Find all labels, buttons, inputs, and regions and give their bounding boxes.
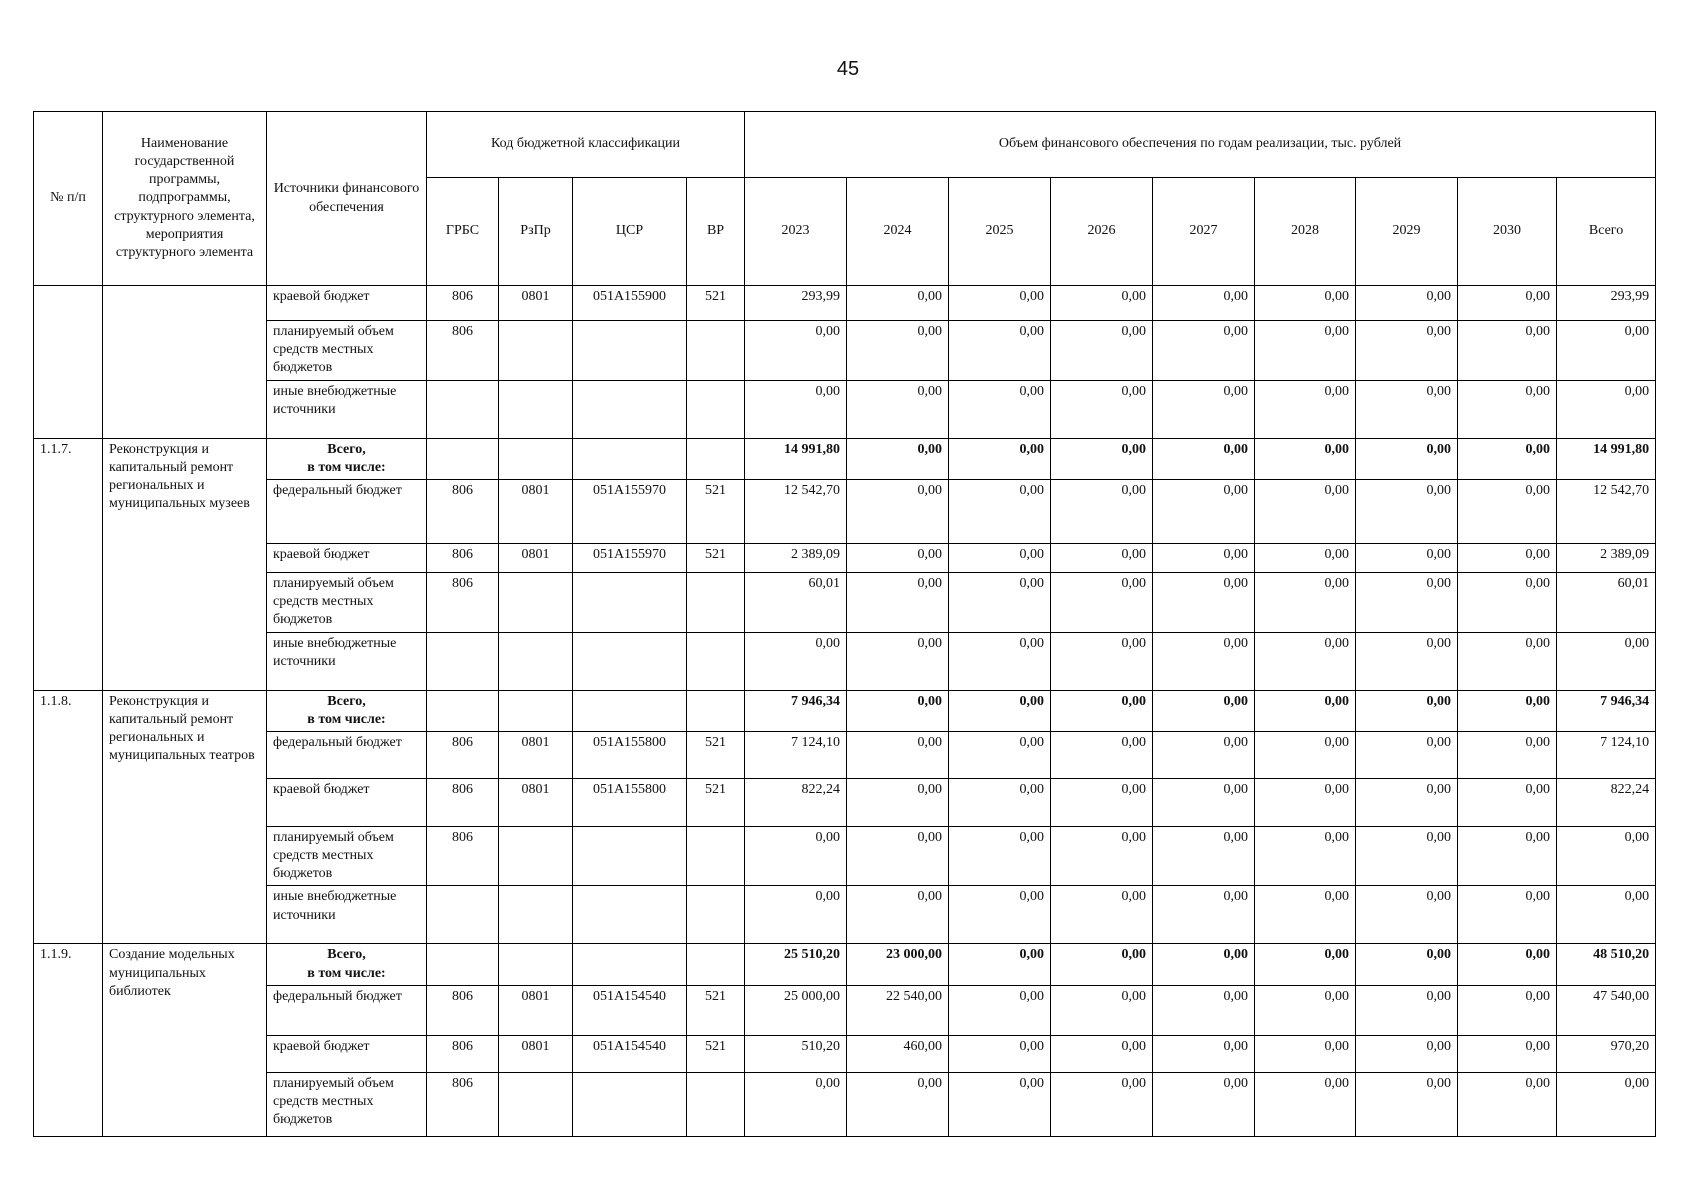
year-value: 0,00 [1255, 731, 1356, 778]
vr-cell: 521 [687, 286, 745, 321]
grbs-cell [427, 632, 499, 690]
rzpr-cell [499, 944, 573, 985]
header-total: Всего [1557, 178, 1656, 286]
year-value: 0,00 [1458, 886, 1557, 944]
year-value: 0,00 [949, 731, 1051, 778]
source-label: федеральный бюджет [267, 985, 427, 1035]
year-value: 0,00 [1051, 572, 1153, 632]
event-name: Реконструкция и капитальный ремонт региональных и муниципальных театров [103, 690, 267, 944]
csr-cell [573, 632, 687, 690]
year-value: 0,00 [1458, 632, 1557, 690]
vr-cell [687, 944, 745, 985]
year-value: 0,00 [847, 479, 949, 543]
csr-cell: 051A155800 [573, 778, 687, 826]
total-value: 7 946,34 [1557, 690, 1656, 731]
year-value: 0,00 [745, 886, 847, 944]
total-label-line1: Всего, [327, 947, 366, 963]
csr-cell [573, 572, 687, 632]
vr-cell [687, 1072, 745, 1136]
year-value: 0,00 [847, 438, 949, 479]
year-value: 0,00 [745, 826, 847, 886]
header-vr: ВР [687, 178, 745, 286]
total-value: 0,00 [1557, 886, 1656, 944]
year-value: 0,00 [1153, 778, 1255, 826]
rzpr-cell [499, 886, 573, 944]
table-row [34, 321, 1656, 381]
source-label: планируемый объем средств местных бюджетов [267, 826, 427, 886]
grbs-cell [427, 690, 499, 731]
table-header [34, 112, 1656, 286]
year-value: 0,00 [847, 572, 949, 632]
csr-cell: 051A155900 [573, 286, 687, 321]
year-value: 0,00 [1356, 985, 1458, 1035]
year-value: 0,00 [1153, 572, 1255, 632]
page-number: 45 [836, 58, 860, 80]
year-value: 12 542,70 [745, 479, 847, 543]
total-label-line2: в том числе: [307, 965, 386, 981]
rzpr-cell: 0801 [499, 543, 573, 572]
grbs-cell [427, 944, 499, 985]
year-value: 0,00 [1051, 826, 1153, 886]
year-value: 0,00 [745, 1072, 847, 1136]
row-number: 1.1.9. [34, 944, 103, 1136]
grbs-cell: 806 [427, 826, 499, 886]
year-value: 0,00 [847, 826, 949, 886]
year-value: 0,00 [1255, 321, 1356, 381]
header-year: 2024 [847, 178, 949, 286]
year-value: 0,00 [1051, 985, 1153, 1035]
source-label: федеральный бюджет [267, 479, 427, 543]
year-value: 2 389,09 [745, 543, 847, 572]
vr-cell [687, 826, 745, 886]
event-name: Реконструкция и капитальный ремонт региональных и муниципальных музеев [103, 438, 267, 690]
year-value: 0,00 [949, 380, 1051, 438]
grbs-cell: 806 [427, 985, 499, 1035]
year-value: 0,00 [1153, 380, 1255, 438]
source-label: краевой бюджет [267, 778, 427, 826]
year-value: 0,00 [949, 1072, 1051, 1136]
header-group-codes: Код бюджетной классификации [427, 112, 745, 178]
csr-cell: 051A155800 [573, 731, 687, 778]
section-total-row [34, 438, 1656, 479]
year-value: 0,00 [1255, 778, 1356, 826]
source-label: иные внебюджетные источники [267, 380, 427, 438]
grbs-cell: 806 [427, 321, 499, 381]
header-group-volume: Объем финансового обеспечения по годам реализации, тыс. рублей [745, 112, 1656, 178]
table-row [34, 286, 1656, 321]
header-grbs: ГРБС [427, 178, 499, 286]
year-value: 0,00 [1153, 985, 1255, 1035]
rzpr-cell: 0801 [499, 778, 573, 826]
year-value: 0,00 [1458, 479, 1557, 543]
total-value: 822,24 [1557, 778, 1656, 826]
year-value: 0,00 [1356, 778, 1458, 826]
section-total-row [34, 690, 1656, 731]
year-value: 0,00 [1051, 380, 1153, 438]
year-value: 0,00 [745, 632, 847, 690]
csr-cell [573, 690, 687, 731]
total-value: 0,00 [1557, 1072, 1656, 1136]
year-value: 0,00 [1356, 1072, 1458, 1136]
year-value: 0,00 [949, 778, 1051, 826]
year-value: 0,00 [1458, 572, 1557, 632]
table-row [34, 632, 1656, 690]
year-value: 0,00 [1458, 286, 1557, 321]
year-value: 0,00 [1356, 690, 1458, 731]
csr-cell [573, 321, 687, 381]
year-value: 0,00 [1255, 572, 1356, 632]
csr-cell: 051A154540 [573, 985, 687, 1035]
total-label-line1: Всего, [327, 693, 366, 709]
rzpr-cell [499, 572, 573, 632]
year-value: 0,00 [949, 944, 1051, 985]
year-value: 0,00 [847, 731, 949, 778]
year-value: 0,00 [1051, 1035, 1153, 1072]
year-value: 0,00 [1356, 826, 1458, 886]
year-value: 0,00 [1458, 1035, 1557, 1072]
source-label: планируемый объем средств местных бюджетов [267, 321, 427, 381]
vr-cell: 521 [687, 985, 745, 1035]
year-value: 0,00 [1051, 632, 1153, 690]
source-label: краевой бюджет [267, 286, 427, 321]
year-value: 0,00 [847, 778, 949, 826]
year-value: 0,00 [1153, 690, 1255, 731]
rzpr-cell [499, 632, 573, 690]
rzpr-cell [499, 1072, 573, 1136]
year-value: 0,00 [1153, 632, 1255, 690]
year-value: 0,00 [1255, 944, 1356, 985]
rzpr-cell: 0801 [499, 731, 573, 778]
year-value: 0,00 [1356, 572, 1458, 632]
year-value: 0,00 [1255, 632, 1356, 690]
year-value: 0,00 [949, 286, 1051, 321]
year-value: 293,99 [745, 286, 847, 321]
total-value: 0,00 [1557, 826, 1656, 886]
total-label-line1: Всего, [327, 441, 366, 457]
year-value: 0,00 [1153, 1072, 1255, 1136]
year-value: 0,00 [949, 826, 1051, 886]
source-label: планируемый объем средств местных бюджетов [267, 572, 427, 632]
table-body [34, 286, 1656, 1137]
year-value: 0,00 [1051, 1072, 1153, 1136]
year-value: 0,00 [847, 690, 949, 731]
vr-cell [687, 632, 745, 690]
year-value: 0,00 [1458, 690, 1557, 731]
year-value: 0,00 [949, 1035, 1051, 1072]
table-row [34, 985, 1656, 1035]
year-value: 0,00 [1458, 778, 1557, 826]
year-value: 0,00 [1255, 286, 1356, 321]
year-value: 0,00 [1356, 731, 1458, 778]
year-value: 0,00 [1255, 1035, 1356, 1072]
table-row [34, 826, 1656, 886]
event-name: Создание модельных муниципальных библиотек [103, 944, 267, 1136]
csr-cell [573, 438, 687, 479]
year-value: 0,00 [1153, 479, 1255, 543]
vr-cell: 521 [687, 479, 745, 543]
year-value: 0,00 [1458, 826, 1557, 886]
header-year: 2027 [1153, 178, 1255, 286]
year-value: 0,00 [1458, 321, 1557, 381]
year-value: 0,00 [1458, 1072, 1557, 1136]
year-value: 0,00 [1153, 886, 1255, 944]
total-value: 2 389,09 [1557, 543, 1656, 572]
vr-cell: 521 [687, 778, 745, 826]
year-value: 0,00 [1051, 690, 1153, 731]
header-name: Наименование государственной программы, подпрограммы, структурного элемента, мероприятия структурного элемента [103, 112, 267, 286]
total-label [267, 944, 427, 985]
source-label: планируемый объем средств местных бюджетов [267, 1072, 427, 1136]
rzpr-cell [499, 438, 573, 479]
rzpr-cell: 0801 [499, 286, 573, 321]
year-value: 0,00 [847, 886, 949, 944]
total-value: 0,00 [1557, 321, 1656, 381]
year-value: 0,00 [1255, 438, 1356, 479]
year-value: 0,00 [1356, 632, 1458, 690]
csr-cell: 051A155970 [573, 479, 687, 543]
total-value: 293,99 [1557, 286, 1656, 321]
year-value: 60,01 [745, 572, 847, 632]
rzpr-cell [499, 826, 573, 886]
header-csr: ЦСР [573, 178, 687, 286]
year-value: 0,00 [847, 380, 949, 438]
source-label: федеральный бюджет [267, 731, 427, 778]
vr-cell [687, 572, 745, 632]
total-label-line2: в том числе: [307, 711, 386, 727]
grbs-cell: 806 [427, 479, 499, 543]
year-value: 0,00 [1153, 286, 1255, 321]
grbs-cell: 806 [427, 1072, 499, 1136]
table-row [34, 380, 1656, 438]
year-value: 0,00 [1255, 380, 1356, 438]
table-row [34, 572, 1656, 632]
csr-cell: 051A155970 [573, 543, 687, 572]
grbs-cell [427, 886, 499, 944]
year-value: 0,00 [1051, 479, 1153, 543]
header-source: Источники финансового обеспечения [267, 112, 427, 286]
table-row [34, 1072, 1656, 1136]
total-label-line2: в том числе: [307, 459, 386, 475]
year-value: 23 000,00 [847, 944, 949, 985]
year-value: 0,00 [1255, 985, 1356, 1035]
year-value: 0,00 [949, 321, 1051, 381]
rzpr-cell: 0801 [499, 479, 573, 543]
year-value: 0,00 [1356, 886, 1458, 944]
header-rzpr: РзПр [499, 178, 573, 286]
year-value: 0,00 [1051, 543, 1153, 572]
year-value: 0,00 [1458, 985, 1557, 1035]
grbs-cell: 806 [427, 778, 499, 826]
header-num: № п/п [34, 112, 103, 286]
year-value: 0,00 [1255, 543, 1356, 572]
grbs-cell: 806 [427, 1035, 499, 1072]
grbs-cell [427, 380, 499, 438]
header-year: 2029 [1356, 178, 1458, 286]
year-value: 0,00 [1356, 543, 1458, 572]
vr-cell [687, 438, 745, 479]
table-row [34, 1035, 1656, 1072]
row-number: 1.1.7. [34, 438, 103, 690]
year-value: 0,00 [1153, 543, 1255, 572]
year-value: 22 540,00 [847, 985, 949, 1035]
year-value: 510,20 [745, 1035, 847, 1072]
year-value: 0,00 [745, 321, 847, 381]
table-row [34, 543, 1656, 572]
year-value: 0,00 [949, 690, 1051, 731]
table-row [34, 886, 1656, 944]
year-value: 0,00 [1356, 438, 1458, 479]
source-label: краевой бюджет [267, 1035, 427, 1072]
year-value: 0,00 [1255, 690, 1356, 731]
year-value: 0,00 [1153, 438, 1255, 479]
year-value: 0,00 [1356, 286, 1458, 321]
csr-cell: 051A154540 [573, 1035, 687, 1072]
vr-cell [687, 690, 745, 731]
row-number: 1.1.8. [34, 690, 103, 944]
year-value: 0,00 [1153, 826, 1255, 886]
year-value: 0,00 [1356, 1035, 1458, 1072]
budget-table [33, 111, 1656, 1137]
year-value: 0,00 [1255, 886, 1356, 944]
year-value: 14 991,80 [745, 438, 847, 479]
source-label: иные внебюджетные источники [267, 632, 427, 690]
year-value: 0,00 [1051, 944, 1153, 985]
vr-cell: 521 [687, 731, 745, 778]
year-value: 0,00 [1153, 321, 1255, 381]
year-value: 0,00 [1051, 886, 1153, 944]
event-name [103, 286, 267, 439]
rzpr-cell [499, 321, 573, 381]
year-value: 25 000,00 [745, 985, 847, 1035]
total-value: 7 124,10 [1557, 731, 1656, 778]
grbs-cell: 806 [427, 286, 499, 321]
year-value: 0,00 [1458, 438, 1557, 479]
year-value: 0,00 [1356, 321, 1458, 381]
vr-cell: 521 [687, 1035, 745, 1072]
year-value: 0,00 [1153, 1035, 1255, 1072]
grbs-cell: 806 [427, 543, 499, 572]
total-label [267, 438, 427, 479]
year-value: 0,00 [1153, 944, 1255, 985]
year-value: 0,00 [949, 572, 1051, 632]
rzpr-cell [499, 690, 573, 731]
csr-cell [573, 1072, 687, 1136]
total-value: 60,01 [1557, 572, 1656, 632]
year-value: 0,00 [1051, 321, 1153, 381]
year-value: 0,00 [1051, 438, 1153, 479]
grbs-cell: 806 [427, 572, 499, 632]
header-year: 2028 [1255, 178, 1356, 286]
csr-cell [573, 944, 687, 985]
rzpr-cell: 0801 [499, 1035, 573, 1072]
year-value: 0,00 [1255, 1072, 1356, 1136]
year-value: 0,00 [949, 886, 1051, 944]
total-value: 0,00 [1557, 632, 1656, 690]
vr-cell [687, 380, 745, 438]
year-value: 0,00 [949, 438, 1051, 479]
header-year: 2025 [949, 178, 1051, 286]
year-value: 0,00 [847, 321, 949, 381]
year-value: 822,24 [745, 778, 847, 826]
total-value: 47 540,00 [1557, 985, 1656, 1035]
total-value: 0,00 [1557, 380, 1656, 438]
year-value: 7 124,10 [745, 731, 847, 778]
year-value: 0,00 [745, 380, 847, 438]
header-year: 2026 [1051, 178, 1153, 286]
year-value: 0,00 [949, 632, 1051, 690]
year-value: 7 946,34 [745, 690, 847, 731]
vr-cell: 521 [687, 543, 745, 572]
row-number [34, 286, 103, 439]
year-value: 0,00 [1458, 944, 1557, 985]
csr-cell [573, 380, 687, 438]
grbs-cell [427, 438, 499, 479]
table-row [34, 778, 1656, 826]
year-value: 0,00 [1356, 380, 1458, 438]
source-label: краевой бюджет [267, 543, 427, 572]
year-value: 0,00 [1051, 778, 1153, 826]
year-value: 0,00 [1458, 543, 1557, 572]
total-value: 48 510,20 [1557, 944, 1656, 985]
csr-cell [573, 826, 687, 886]
table-row [34, 731, 1656, 778]
year-value: 0,00 [847, 543, 949, 572]
header-year: 2030 [1458, 178, 1557, 286]
total-value: 12 542,70 [1557, 479, 1656, 543]
rzpr-cell [499, 380, 573, 438]
grbs-cell: 806 [427, 731, 499, 778]
section-total-row [34, 944, 1656, 985]
header-year: 2023 [745, 178, 847, 286]
year-value: 460,00 [847, 1035, 949, 1072]
total-label [267, 690, 427, 731]
year-value: 0,00 [1458, 380, 1557, 438]
rzpr-cell: 0801 [499, 985, 573, 1035]
total-value: 970,20 [1557, 1035, 1656, 1072]
year-value: 25 510,20 [745, 944, 847, 985]
year-value: 0,00 [1356, 479, 1458, 543]
table-row [34, 479, 1656, 543]
year-value: 0,00 [847, 632, 949, 690]
vr-cell [687, 321, 745, 381]
vr-cell [687, 886, 745, 944]
year-value: 0,00 [1051, 286, 1153, 321]
year-value: 0,00 [1356, 944, 1458, 985]
year-value: 0,00 [1458, 731, 1557, 778]
year-value: 0,00 [949, 985, 1051, 1035]
year-value: 0,00 [847, 1072, 949, 1136]
csr-cell [573, 886, 687, 944]
year-value: 0,00 [1255, 826, 1356, 886]
year-value: 0,00 [1255, 479, 1356, 543]
year-value: 0,00 [1051, 731, 1153, 778]
year-value: 0,00 [1153, 731, 1255, 778]
total-value: 14 991,80 [1557, 438, 1656, 479]
source-label: иные внебюджетные источники [267, 886, 427, 944]
year-value: 0,00 [847, 286, 949, 321]
year-value: 0,00 [949, 479, 1051, 543]
year-value: 0,00 [949, 543, 1051, 572]
